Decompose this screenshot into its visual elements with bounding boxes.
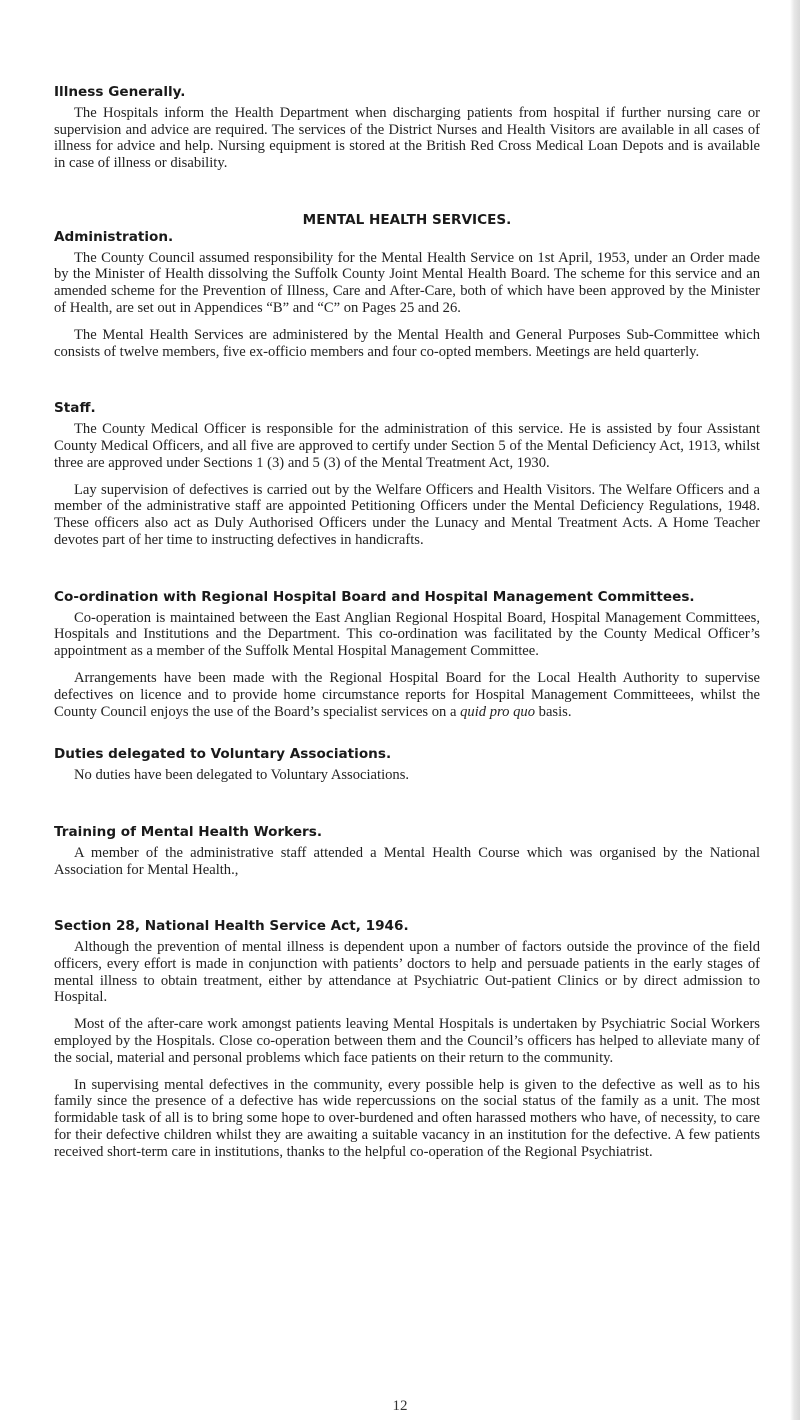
paragraph: No duties have been delegated to Voluntary Associations. xyxy=(74,767,410,784)
paragraph: Most of the after-care work amongst patients leaving Mental Hospitals is undertaken by Psychiatric Social Workers employed by the Hospitals. Close co-operation between them and the Council’s officers has helped to alleviate many of the social, material and personal problems which face patients on their return to the community. xyxy=(54,1016,760,1066)
document-page xyxy=(54,84,760,1171)
paragraph: In supervising mental defectives in the community, every possible help is given to the defective as well as to his family since the presence of a defective has wide repercussions on the social status of the family as a unit. The most formidable task of all is to bring some hope to over-burdened and often harassed mothers who have, of necessity, to care for their defective children whilst they are awaiting a suitable vacancy in an institution for the defective. A few patients received short-term care in institutions, thanks to the helpful co-operation of the Regional Psychiatrist. xyxy=(54,1076,760,1160)
section-title-mental-health-services: MENTAL HEALTH SERVICES. xyxy=(302,211,512,228)
heading-illness-generally: Illness Generally. xyxy=(54,84,186,100)
heading-administration: Administration. xyxy=(54,228,174,245)
text-run: Arrangements have been made with the Regional Hospital Board for the Local Health Authority to supervise defectives on licence and to provide home circumstance reports for Hospital Management Committeees, whilst the County Council enjoys the use of the Board’s specialist services on a xyxy=(54,669,760,720)
paragraph: Lay supervision of defectives is carried out by the Welfare Officers and Health Visitors. The Welfare Officers and a member of the administrative staff are appointed Petitioning Officers under the Mental Deficiency Regulations, 1948. These officers also act as Duly Authorised Officers under the Lunacy and Mental Treatment Acts. A Home Teacher devotes part of her time to instructing defectives in handicrafts. xyxy=(54,481,760,548)
paragraph: The Mental Health Services are administered by the Mental Health and General Purposes Sub-Committee which consists of twelve members, five ex-officio members and four co-opted members. Meetings are held quarterly. xyxy=(54,326,760,360)
page-number: 12 xyxy=(392,1398,408,1414)
italic-phrase: quid pro quo xyxy=(460,703,535,720)
paragraph: Co-operation is maintained between the East Anglian Regional Hospital Board, Hospital Management Committees, Hospitals and Institutions and the Department. This co-ordination was facilitated by the County Medical Officer’s appointment as a member of the Suffolk Mental Hospital Management Committee. xyxy=(54,609,760,660)
page-edge-shadow xyxy=(790,0,800,1420)
heading-staff: Staff. xyxy=(54,400,96,417)
heading-co-ordination: Co-ordination with Regional Hospital Board and Hospital Management Committees. xyxy=(54,588,695,605)
paragraph: Although the prevention of mental illness is dependent upon a number of factors outside the province of the field officers, every effort is made in conjunction with patients’ doctors to help and persuade patients in the early stages of mental illness to obtain treatment, either by attendance at Psychiatric Out-patient Clinics or by direct admission to Hospital. xyxy=(54,939,760,1006)
paragraph: The County Council assumed responsibility for the Mental Health Service on 1st April, 1953, under an Order made by the Minister of Health dissolving the Suffolk County Joint Mental Health Board. The scheme for this service and an amended scheme for the Prevention of Illness, Care and After-Care, both of which have been approved by the Minister of Health, are set out in Appendices “B” and “C” on Pages 25 and 26. xyxy=(54,249,760,316)
heading-section-28: Section 28, National Health Service Act, 1946. xyxy=(54,918,409,935)
paragraph-quid-pro-quo xyxy=(54,670,760,720)
heading-training: Training of Mental Health Workers. xyxy=(54,823,323,840)
heading-duties-delegated: Duties delegated to Voluntary Associations. xyxy=(54,746,392,763)
paragraph: A member of the administrative staff attended a Mental Health Course which was organised by the National Association for Mental Health., xyxy=(54,844,760,878)
paragraph: The County Medical Officer is responsible for the administration of this service. He is assisted by four Assistant County Medical Officers, and all five are approved to certify under Section 5 of the Mental Deficiency Act, 1913, whilst three are approved under Sections 1 (3) and 5 (3) of the Mental Treatment Act, 1930. xyxy=(54,421,760,471)
text-run: basis. xyxy=(535,703,572,720)
paragraph: The Hospitals inform the Health Department when discharging patients from hospital if further nursing care or supervision and advice are required. The services of the District Nurses and Health Visitors are available in all cases of illness for advice and help. Nursing equipment is stored at the British Red Cross Medical Loan Depots and is available in case of illness or disability. xyxy=(54,104,760,172)
